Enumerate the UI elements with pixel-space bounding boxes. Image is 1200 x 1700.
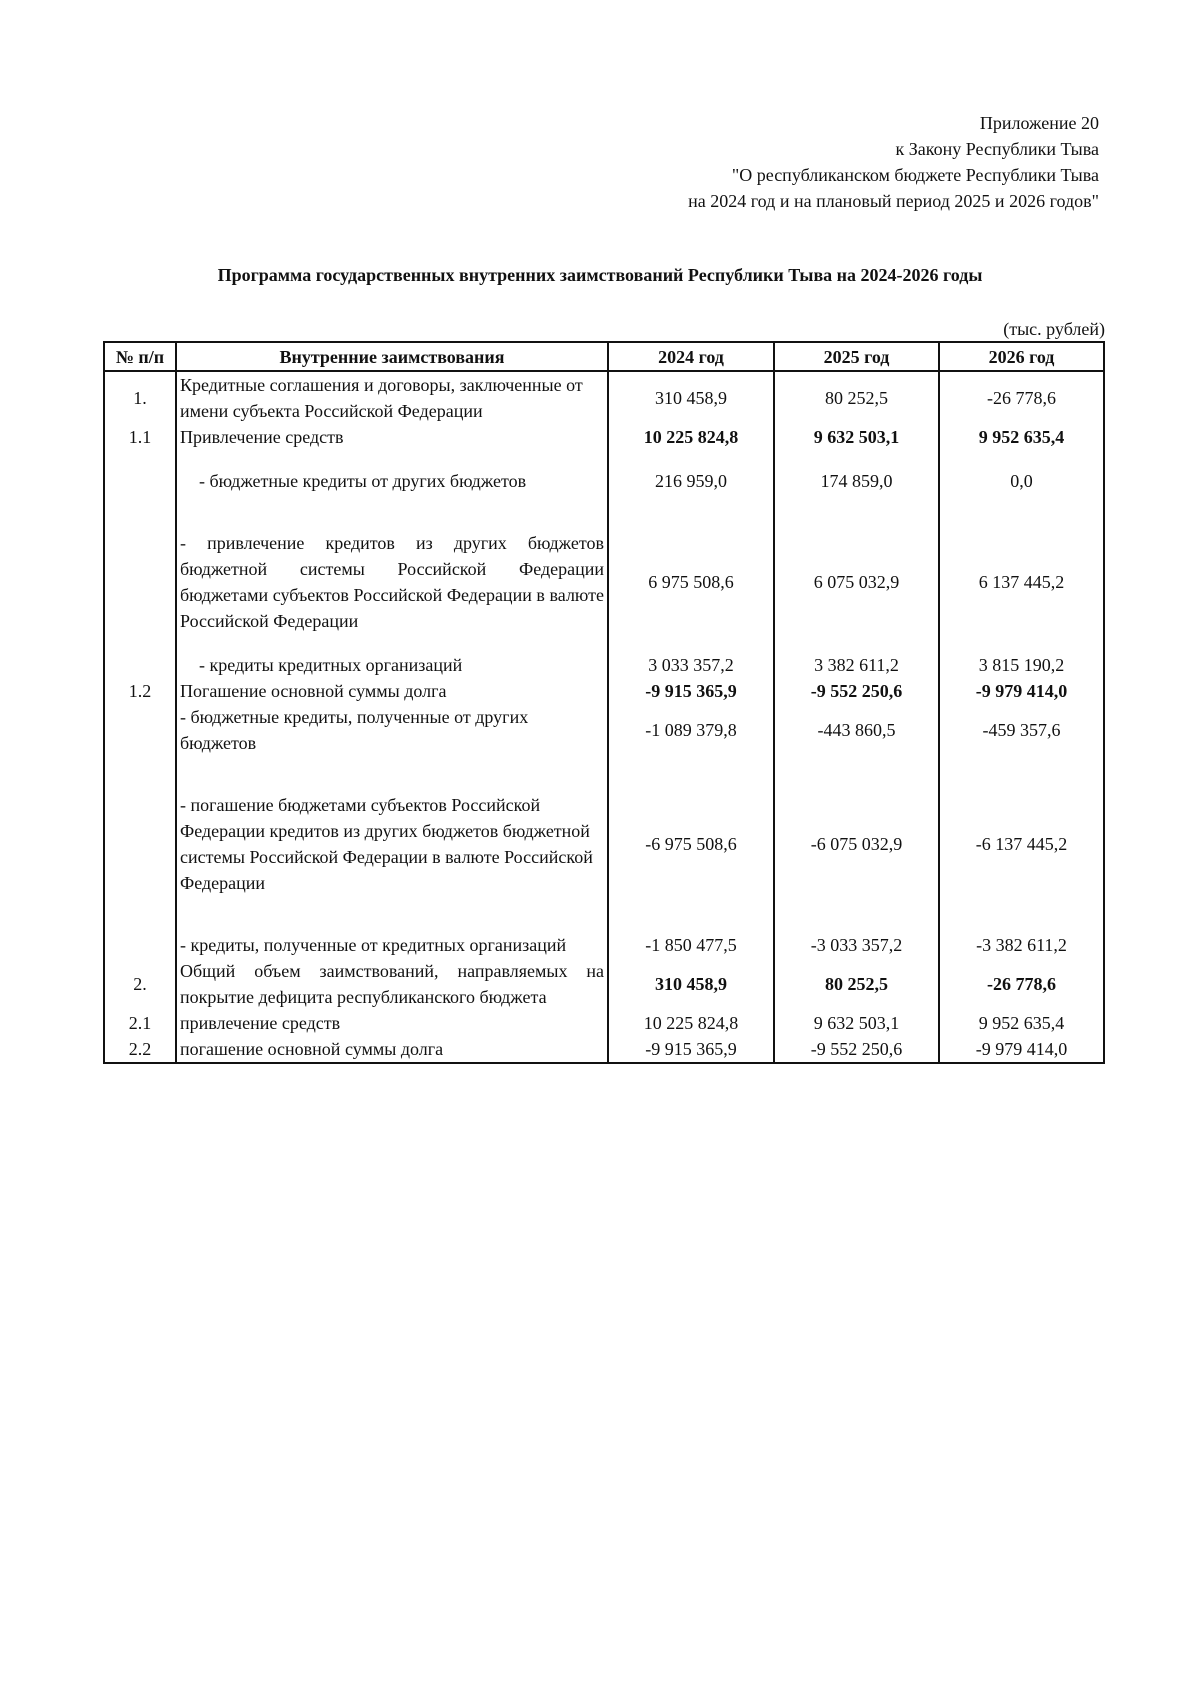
appendix-number: Приложение 20 <box>979 113 1099 133</box>
value-2025: -3 033 357,2 <box>774 914 939 958</box>
value-2024: 310 458,9 <box>608 371 774 424</box>
row-name: привлечение средств <box>176 1010 608 1036</box>
value-2025: -443 860,5 <box>774 704 939 774</box>
row-name: Привлечение средств <box>176 424 608 450</box>
value-2025: -9 552 250,6 <box>774 1036 939 1063</box>
value-2024: -9 915 365,9 <box>608 678 774 704</box>
table-row <box>104 371 1104 424</box>
row-name: - кредиты кредитных организаций <box>176 652 608 678</box>
value-2026: -9 979 414,0 <box>939 678 1104 704</box>
row-number <box>104 512 176 652</box>
table-row <box>104 704 1104 774</box>
row-name: Кредитные соглашения и договоры, заключенные от имени субъекта Российской Федерации <box>176 371 608 424</box>
value-2026: 9 952 635,4 <box>939 1010 1104 1036</box>
table-row <box>104 914 1104 958</box>
value-2025: 3 382 611,2 <box>774 652 939 678</box>
row-number: 1.2 <box>104 678 176 704</box>
value-2025: 80 252,5 <box>774 958 939 1010</box>
value-2026: -9 979 414,0 <box>939 1036 1104 1063</box>
value-2024: 10 225 824,8 <box>608 1010 774 1036</box>
row-name: погашение основной суммы долга <box>176 1036 608 1063</box>
value-2024: 10 225 824,8 <box>608 424 774 450</box>
table-row <box>104 450 1104 512</box>
row-number: 2.1 <box>104 1010 176 1036</box>
table-row <box>104 424 1104 450</box>
value-2024: 310 458,9 <box>608 958 774 1010</box>
value-2024: -1 089 379,8 <box>608 704 774 774</box>
row-name: - погашение бюджетами субъектов Российской Федерации кредитов из других бюджетов бюджетной системы Российской Федерации в валюте Российской Федерации <box>176 774 608 914</box>
row-name: - бюджетные кредиты от других бюджетов <box>176 450 608 512</box>
value-2025: -6 075 032,9 <box>774 774 939 914</box>
row-name: - бюджетные кредиты, полученные от других бюджетов <box>176 704 608 774</box>
borrowing-table <box>103 341 1105 1064</box>
value-2026: 6 137 445,2 <box>939 512 1104 652</box>
value-2025: 6 075 032,9 <box>774 512 939 652</box>
row-number: 1. <box>104 371 176 424</box>
row-number <box>104 914 176 958</box>
column-header-2026: 2026 год <box>939 342 1104 371</box>
appendix-header <box>688 110 1099 214</box>
value-2024: -6 975 508,6 <box>608 774 774 914</box>
row-name: - кредиты, полученные от кредитных организаций <box>176 914 608 958</box>
row-number <box>104 704 176 774</box>
table-row <box>104 774 1104 914</box>
value-2026: 3 815 190,2 <box>939 652 1104 678</box>
table-row <box>104 1036 1104 1063</box>
value-2026: -6 137 445,2 <box>939 774 1104 914</box>
law-title-line2: на 2024 год и на плановый период 2025 и 2026 годов" <box>688 191 1099 211</box>
row-number <box>104 450 176 512</box>
value-2026: -3 382 611,2 <box>939 914 1104 958</box>
value-2025: 80 252,5 <box>774 371 939 424</box>
value-2024: 6 975 508,6 <box>608 512 774 652</box>
law-title-line1: "О республиканском бюджете Республики Тыва <box>731 165 1099 185</box>
value-2026: 0,0 <box>939 450 1104 512</box>
value-2025: 174 859,0 <box>774 450 939 512</box>
value-2025: 9 632 503,1 <box>774 1010 939 1036</box>
column-header-2025: 2025 год <box>774 342 939 371</box>
table-header-row <box>104 342 1104 371</box>
value-2026: 9 952 635,4 <box>939 424 1104 450</box>
column-header-2024: 2024 год <box>608 342 774 371</box>
value-2026: -26 778,6 <box>939 958 1104 1010</box>
table-row <box>104 958 1104 1010</box>
table-row <box>104 678 1104 704</box>
row-number: 2.2 <box>104 1036 176 1063</box>
table-row <box>104 512 1104 652</box>
value-2026: -26 778,6 <box>939 371 1104 424</box>
value-2024: -9 915 365,9 <box>608 1036 774 1063</box>
value-2025: 9 632 503,1 <box>774 424 939 450</box>
value-2024: -1 850 477,5 <box>608 914 774 958</box>
column-header-name: Внутренние заимствования <box>176 342 608 371</box>
document-title: Программа государственных внутренних заимствований Республики Тыва на 2024-2026 годы <box>217 265 983 285</box>
row-name: Общий объем заимствований, направляемых на покрытие дефицита республиканского бюджета <box>176 958 608 1010</box>
column-header-number: № п/п <box>104 342 176 371</box>
units-label: (тыс. рублей) <box>1003 319 1105 339</box>
value-2025: -9 552 250,6 <box>774 678 939 704</box>
row-number: 1.1 <box>104 424 176 450</box>
value-2024: 216 959,0 <box>608 450 774 512</box>
value-2026: -459 357,6 <box>939 704 1104 774</box>
row-number <box>104 774 176 914</box>
row-name: - привлечение кредитов из других бюджетов бюджетной системы Российской Федерации бюджетами субъектов Российской Федерации в валюте Российской Федерации <box>176 512 608 652</box>
table-row <box>104 1010 1104 1036</box>
value-2024: 3 033 357,2 <box>608 652 774 678</box>
row-number <box>104 652 176 678</box>
row-name: Погашение основной суммы долга <box>176 678 608 704</box>
table-row <box>104 652 1104 678</box>
row-number: 2. <box>104 958 176 1010</box>
law-reference: к Закону Республики Тыва <box>895 139 1099 159</box>
